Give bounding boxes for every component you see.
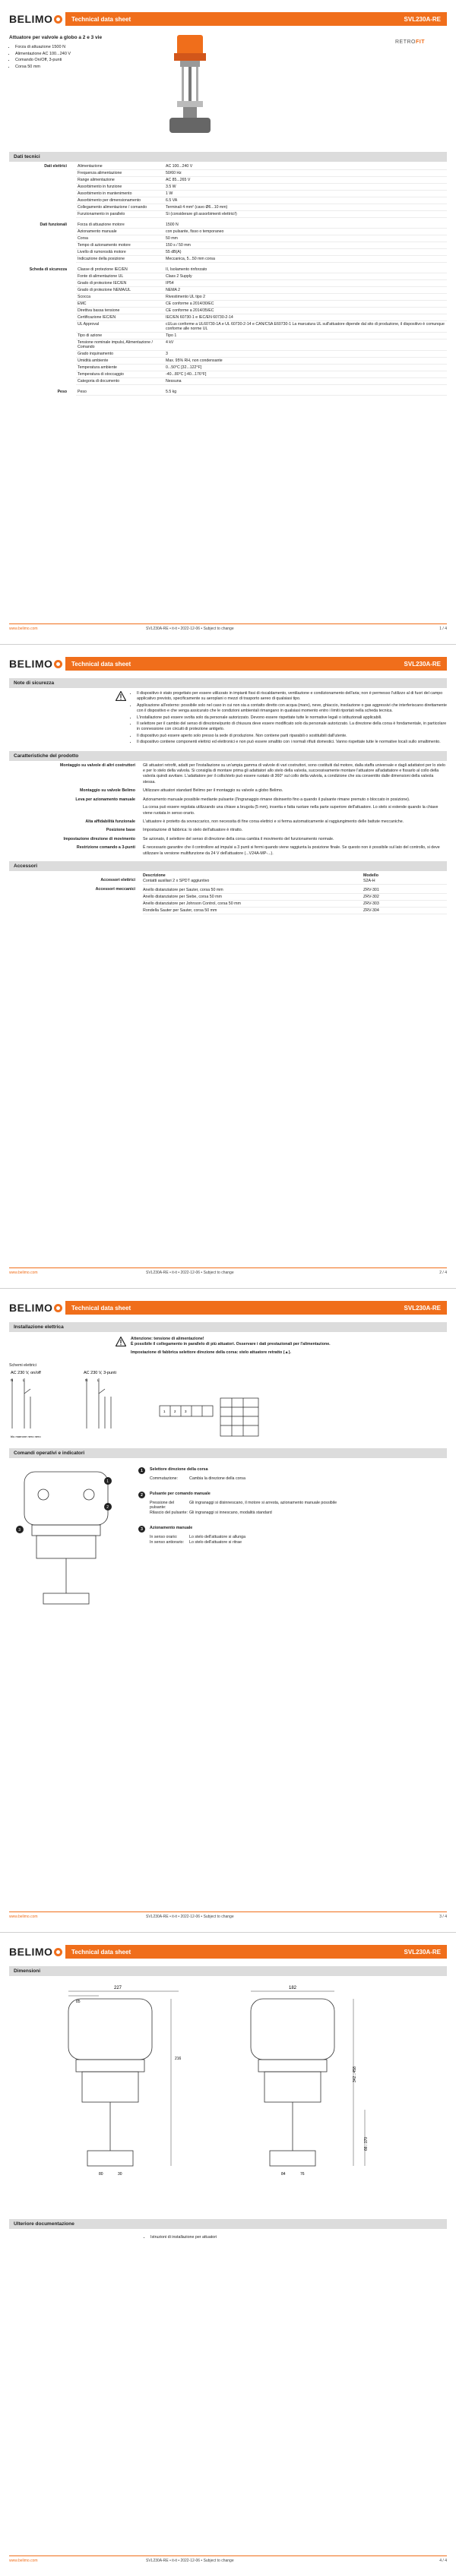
spec-row [76, 308, 447, 314]
spec-key: Alimentazione [78, 164, 103, 169]
spec-group [9, 163, 447, 218]
spec-key: Tensione nominale impulsi, Alimentazione / Comando [78, 340, 153, 349]
accessory-group-label [9, 901, 143, 908]
spec-key: Corsa [78, 236, 88, 241]
feature-paragraph: Utilizzare attuatori standard Belimo per il montaggio su valvole a globo Belimo. [143, 788, 283, 794]
feature-label: Leva per azionamento manuale [75, 797, 135, 802]
accessory-group-label: Accessori meccanici [95, 886, 135, 892]
control-item [138, 1467, 447, 1474]
accessory-row [9, 901, 447, 908]
spec-key: Assorbimento per dimensionamento [78, 198, 141, 203]
control-number-badge: 2 [138, 1492, 145, 1498]
spec-key: Scocca [78, 295, 91, 299]
footer-url[interactable]: www.belimo.com [9, 2559, 38, 2563]
feature-text [143, 797, 447, 816]
accessory-description: Anello distanziatore per Johnson Control, corsa 50 mm [143, 901, 363, 908]
spec-value: Class 2 Supply [166, 274, 192, 279]
section-product-features: Caratteristiche del prodotto [9, 751, 447, 761]
accessories-table [0, 878, 456, 914]
spec-key: Temperatura di stoccaggio [78, 372, 124, 377]
dim-width-side: 182 [289, 1986, 297, 1990]
spec-key: Assorbimento in mantenimento [78, 191, 132, 196]
spec-key: Forza di attuazione motore [78, 223, 125, 227]
safety-note: • Il selettore per il cambio del senso di direzione/punto di chiusura deve essere modificato solo da personale autorizzato. La direzione della corsa è fondamentale, in particolare in connessione con circuiti di protezione antigelo. [137, 721, 447, 733]
control-detail [150, 1511, 447, 1515]
control-number-badge: 1 [138, 1467, 145, 1474]
feature-paragraph: Se azionato, il selettore del senso di direzione della corsa cambia il movimento del funzionamento normale. [143, 836, 334, 841]
spec-key: Fonte di alimentazione UL [78, 274, 124, 279]
spec-key: Tipo di azione [78, 333, 103, 338]
footer-url[interactable]: www.belimo.com [9, 1271, 38, 1275]
accessory-group-label [9, 894, 143, 901]
spec-row [76, 229, 447, 235]
scheme-1-label: AC 230 V, on/off [11, 1371, 41, 1376]
belimo-logo: BELIMO [9, 1946, 65, 1958]
dim-height-total: 342...458 [353, 2066, 357, 2082]
dim-left: 85 [76, 2000, 81, 2004]
accessory-row [9, 887, 447, 894]
section-wiring: Installazione elettrica [9, 1322, 447, 1332]
spec-value: Meccanica, 5...50 mm corsa [166, 257, 215, 261]
control-detail-key: Commutazione: [150, 1476, 179, 1482]
spec-row [76, 256, 447, 263]
safety-notes [116, 691, 447, 747]
spec-key: Grado inquinamento [78, 352, 114, 356]
spec-row [76, 294, 447, 301]
feature-paragraph: La corsa può essere regolata utilizzando una chiave a brugola (5 mm), inserita e fatta ruotare nella parte superiore dell'attuatore. Lo stelo si estende quando la chiave viene ruotata in senso orario. [143, 805, 439, 816]
spec-row [76, 273, 447, 280]
header [9, 655, 447, 672]
dim-width-top: 227 [114, 1986, 122, 1990]
accessory-row [9, 878, 447, 885]
spec-value: 3 [166, 352, 168, 356]
spec-row [76, 378, 447, 385]
warning-icon [116, 691, 126, 701]
control-detail-value: Gli ingranaggi si disinnescano, il motore si arresta, azionamento manuale possibile [189, 1501, 337, 1506]
feature-text [143, 828, 447, 833]
page-4 [0, 1932, 456, 2576]
spec-row [76, 314, 447, 321]
feature-row [9, 845, 447, 857]
accessory-model: ZRV-302 [363, 894, 447, 901]
spec-value: 55 dB(A) [166, 250, 182, 254]
spec-row [76, 267, 447, 273]
spec-group [9, 222, 447, 263]
control-item [138, 1526, 447, 1533]
wiring-diagrams [0, 1368, 456, 1444]
spec-key: Grado di protezione NEMA/UL [78, 288, 131, 292]
feature-paragraph: Azionamento manuale possibile mediante pulsante (l'ingranaggio rimane disinserito fino a quando il pulsante rimane premuto o bloccato in posizione). [143, 797, 410, 802]
spec-value: Tipo 1 [166, 333, 177, 338]
spec-row [76, 177, 447, 184]
spec-key: Collegamento alimentazione / comando [78, 205, 147, 210]
spec-value: 3.5 W [166, 185, 176, 189]
spec-group-label: Dati elettrici [44, 164, 67, 169]
spec-row [76, 242, 447, 249]
feature-label: Impostazione direzione di movimento [63, 836, 135, 841]
spec-group [9, 389, 447, 396]
spec-group [9, 267, 447, 385]
svg-text:3: 3 [18, 1528, 21, 1533]
accessory-row [9, 908, 447, 914]
feature-paragraph: È necessario garantire che il controllore ad impulsi a 3 punti si fermi quando viene raggiunta la posizione finale. Se questo non è possibile sul lato del controllo, si deve utilizzare la versione multifunzione da 24 V dell'attuatore (...V24A-MP-...). [143, 845, 440, 856]
terminal-1: 1 [163, 1410, 166, 1414]
terminal-l: L [97, 1378, 100, 1383]
page-number: 1 / 4 [439, 627, 447, 631]
spec-value: CE conforme a 2014/30/EC [166, 301, 214, 306]
spec-key: Azionamento manuale [78, 229, 117, 234]
retrofit-logo: RETROFIT [395, 39, 425, 45]
spec-key: Indicazione della posizione [78, 257, 125, 261]
spec-key: Grado di protezione IEC/EN [78, 281, 127, 286]
header [9, 1299, 447, 1316]
page-number: 3 / 4 [439, 1915, 447, 1919]
spec-value: 1 W [166, 191, 173, 196]
control-detail [150, 1535, 447, 1539]
spec-value: 50/60 Hz [166, 171, 182, 175]
terminal-n: N [11, 1378, 14, 1383]
safety-note: • Il dispositivo può essere aperto solo presso la sede di produzione. Non contiene parti riparabili o sostituibili dall'utente. [137, 734, 447, 739]
feature-paragraph: Impostazione di fabbrica: lo stelo dell'attuatore è ritratto. [143, 828, 243, 833]
page-3 [0, 1288, 456, 1932]
footer-url[interactable]: www.belimo.com [9, 1915, 38, 1919]
feature-label: Posizione base [106, 828, 135, 833]
spec-key: Range alimentazione [78, 178, 115, 182]
terminal-3: 3 [185, 1410, 187, 1414]
control-detail [150, 1501, 447, 1510]
feature-label: Montaggio su valvole di altri costruttori [59, 762, 135, 768]
terminal-n: N [85, 1378, 88, 1383]
header-bar: Technical data sheet SVL230A-RE [65, 1301, 447, 1315]
footer: www.belimo.com SVL230A-RE • it-it • 2022-12-06 • Subject to change 4 / 4 [9, 2555, 447, 2565]
section-accessories: Accessori [9, 861, 447, 871]
accessories-header: Descrizione Modello [143, 873, 379, 878]
docs-list [144, 2235, 447, 2240]
spec-key: EMC [78, 301, 87, 306]
spec-key: Certificazione IEC/EN [78, 315, 116, 320]
spec-row [76, 184, 447, 191]
spec-value: 4 kV [166, 340, 174, 345]
control-detail [150, 1540, 447, 1545]
belimo-logo: BELIMO [9, 1302, 65, 1314]
control-detail-key: In senso antiorario: [150, 1540, 185, 1545]
feature-row [9, 837, 447, 842]
spec-rows [76, 267, 447, 385]
spec-row [76, 197, 447, 204]
spec-row [76, 280, 447, 287]
control-number-badge: 3 [138, 1526, 145, 1533]
warning-text: Impostazione di fabbrica selettore direzione della corsa: stelo attuatore retratto (▲). [131, 1350, 291, 1355]
feature-label: Montaggio su valvole Belimo [80, 788, 135, 794]
belimo-logo: BELIMO [9, 658, 65, 670]
spec-row [76, 351, 447, 358]
page-number: 4 / 4 [439, 2559, 447, 2563]
spec-value: 5.5 kg [166, 390, 177, 394]
footer-url[interactable]: www.belimo.com [9, 627, 38, 631]
accessory-model: S2A-H [363, 878, 447, 885]
warning-text: È possibile il collegamento in parallelo di più attuatori. Osservare i dati prestazionali per l'alimentazione. [131, 1342, 331, 1347]
terminal-2: 2 [174, 1410, 176, 1414]
spec-group-label: Dati funzionali [40, 223, 67, 227]
spec-value: Terminali 4 mm² (cavo Ø6...10 mm) [166, 205, 228, 210]
spec-key: Categoria di documento [78, 379, 120, 384]
spec-value: AC 85...265 V [166, 178, 191, 182]
spec-value: IP54 [166, 281, 174, 286]
spec-key: Temperatura ambiente [78, 365, 117, 370]
spec-key: Peso [78, 390, 87, 394]
spec-key: Funzionamento in parallelo [78, 212, 125, 216]
page-1 [0, 0, 456, 644]
spec-value: 0...50°C [32...122°F] [166, 365, 202, 370]
spec-value: 150 s / 50 mm [166, 243, 191, 248]
control-detail-value: Lo stelo dell'attuatore si ritrae [189, 1540, 242, 1545]
control-item [138, 1492, 447, 1498]
safety-note: • L'installazione può essere svolta solo da personale autorizzato. Devono essere rispettate tutte le normative legali o istituzionali applicabili. [137, 715, 447, 721]
accessory-description: Anello distanziatore per Siebe, corsa 50 mm [143, 894, 363, 901]
feature-row [9, 763, 447, 786]
spec-rows [76, 222, 447, 263]
feature-text [143, 819, 447, 825]
spec-value: 50 mm [166, 236, 178, 241]
accessory-group-label [9, 908, 143, 914]
spec-group-label: Peso [57, 390, 67, 394]
page-2 [0, 644, 456, 1288]
footer: www.belimo.com SVL230A-RE • it-it • 2022-12-06 • Subject to change 3 / 4 [9, 1911, 447, 1921]
spec-rows [76, 389, 447, 396]
spec-row [76, 333, 447, 339]
svg-text:2: 2 [106, 1505, 109, 1511]
section-safety-notes: Note di sicurezza [9, 678, 447, 688]
dim-30: 30 [118, 2172, 122, 2177]
product-title: Attuatore per valvole a globo a 2 e 3 vie [9, 35, 103, 40]
dim-80: 80 [99, 2172, 103, 2177]
feature-row [9, 797, 447, 816]
safety-note: • Il dispositivo è stato progettato per essere utilizzato in impianti fissi di riscaldamento, ventilazione e condizionamento dell'aria; non è permesso l'utilizzo al di fuori del campo applicativo previsto, specificamente su aeroplani o mezzi di trasporto aereo di qualsiasi tipo. [137, 691, 447, 702]
spec-key: Livello di rumorosità motore [78, 250, 126, 254]
spec-row [76, 191, 447, 197]
control-detail-value: Gli ingranaggi si innescano, modalità standard [189, 1511, 272, 1516]
model-name: SVL230A-RE [404, 15, 441, 23]
spec-value: -40...80°C [-40...176°F] [166, 372, 207, 377]
spec-key: UL Approval [78, 322, 100, 327]
belimo-logo: BELIMO [9, 13, 65, 25]
footer-info: SVL230A-RE • it-it • 2022-12-06 • Subject to change [146, 627, 234, 631]
accessory-model: ZRV-303 [363, 901, 447, 908]
spec-value: Nessuna [166, 379, 182, 384]
feature-paragraph: L'attuatore è protetto da sovraccarico, non necessita di fine corsa elettrici e si ferma automaticamente al raggiungimento delle battute meccaniche. [143, 819, 404, 824]
bullet: • Forza di attuazione 1500 N [15, 44, 71, 51]
header-bar: Technical data sheet SVL230A-RE [65, 657, 447, 671]
actuator-control-drawing [9, 1464, 123, 1608]
control-detail-key: Rilascio del pulsante: [150, 1511, 188, 1516]
spec-row [76, 301, 447, 308]
spec-value: Sì (considerare gli assorbimenti elettrici!) [166, 212, 237, 216]
accessory-description: Rondella Sauter per Sauter, corsa 50 mm [143, 908, 363, 914]
section-further-docs: Ulteriore documentazione [9, 2219, 447, 2229]
spec-key: Umidità ambiente [78, 358, 109, 363]
dimension-drawing [0, 1976, 456, 2204]
spec-row [76, 358, 447, 365]
feature-label: Restrizione comando a 3-punti [76, 845, 135, 851]
spec-value: 1500 N [166, 223, 179, 227]
technical-data-table [9, 163, 447, 396]
spec-row [76, 365, 447, 371]
spec-row [76, 287, 447, 294]
accessory-model: ZRV-304 [363, 908, 447, 914]
product-features [0, 763, 456, 857]
spec-value: AC 100...240 V [166, 164, 193, 169]
dim-height-lower: 66...170 [364, 2136, 369, 2151]
spec-row [76, 371, 447, 378]
accessory-row [9, 894, 447, 901]
spec-row [76, 235, 447, 242]
section-technical-data: Dati tecnici [9, 152, 447, 162]
header-bar [65, 12, 447, 26]
page-number: 2 / 4 [439, 1271, 447, 1275]
spec-row [76, 389, 447, 396]
spec-value: IEC/EN 60730-1 e IEC/EN 60730-2-14 [166, 315, 233, 320]
svg-text:1: 1 [106, 1479, 109, 1485]
feature-row [9, 819, 447, 825]
section-controls: Comandi operativi e indicatori [9, 1448, 447, 1458]
spec-row [76, 339, 447, 351]
product-bullets [9, 44, 71, 70]
spec-key: Assorbimento in funzione [78, 185, 122, 189]
safety-notes-list [131, 691, 447, 747]
spec-value: Rivestimento UL tipo 2 [166, 295, 205, 299]
spec-value: CE conforme a 2014/35/EC [166, 308, 214, 313]
feature-row [9, 828, 447, 833]
control-detail-value: Cambia la direzione della corsa [189, 1476, 245, 1482]
feature-text [143, 788, 447, 794]
control-title: Azionamento manuale [150, 1526, 193, 1531]
header [9, 1943, 447, 1960]
spec-key: Frequenza alimentazione [78, 171, 122, 175]
control-detail-key: Pressione del pulsante: [150, 1501, 175, 1511]
warning-icon [116, 1337, 126, 1346]
accessory-group-label: Accessori elettrici [100, 877, 135, 882]
spec-row [76, 163, 447, 170]
safety-note: • Applicazione all'esterno: possibile solo nel caso in cui non sia a contatto diretto con acqua (mare), neve, ghiaccio, insolazione o gas aggressivi che interferiscano direttamente con il dispositivo e che venga assicurato che le condizioni ambientali rimangano in qualsiasi momento entro i limiti riportati nella scheda tecnica. [137, 703, 447, 715]
control-detail-value: Lo stelo dell'attuatore si allunga [189, 1535, 246, 1540]
spec-value: Max. 95% RH, non condensante [166, 358, 223, 363]
spec-group-label: Scheda di sicurezza [29, 267, 67, 272]
spec-row [76, 249, 447, 256]
header [9, 11, 447, 27]
spec-row [76, 321, 447, 333]
feature-text [143, 763, 447, 786]
dim-84: 84 [281, 2172, 286, 2177]
warning-text: Attenzione: tensione di alimentazione! [131, 1337, 204, 1341]
feature-row [9, 788, 447, 794]
scheme-2-label: AC 230 V, 3-punti [84, 1371, 116, 1376]
spec-key: Classe di protezione IEC/EN [78, 267, 128, 272]
spec-value: cULus conforme a UL60730-1A e UL 60730-2-14 e CAN/CSA E60730-1 La marcatura UL sull'attuatore dipende dal sito di produzione, il dispositivo è comunque conforme alle norme UL [166, 322, 445, 331]
feature-label: Alta affidabilità funzionale [85, 819, 135, 824]
safety-note: • Il dispositivo contiene componenti elettrici ed elettronici e non può essere smaltito con i normali rifiuti domestici. Vanno rispettate tutte le normative locali sullo smaltimento. [137, 740, 447, 745]
spec-value: NEMA 2 [166, 288, 181, 292]
spec-row [76, 204, 447, 211]
bullet: • Corsa 50 mm [15, 64, 71, 71]
dim-mid: 216 [175, 2057, 182, 2061]
spec-key: Tempo di azionamento motore [78, 243, 131, 248]
bullet: • Comando On/Off, 3-punti [15, 57, 71, 64]
control-detail [150, 1476, 447, 1481]
wire-colors: blu marrone nero nero [11, 1435, 41, 1439]
footer: www.belimo.com SVL230A-RE • it-it • 2022-12-06 • Subject to change 2 / 4 [9, 1267, 447, 1277]
spec-key: Direttiva bassa tensione [78, 308, 120, 313]
wiring-warnings [116, 1337, 447, 1356]
spec-rows [76, 163, 447, 218]
terminal-l: L [23, 1378, 25, 1383]
feature-text [143, 837, 447, 842]
doc-type: Technical data sheet [71, 15, 131, 23]
controls-list [138, 1464, 447, 1608]
spec-value: II, Isolamento rinforzato [166, 267, 207, 272]
dim-76: 76 [300, 2172, 305, 2177]
spec-row [76, 170, 447, 177]
control-title: Pulsante per comando manuale [150, 1492, 211, 1497]
schemes-title: Schemi elettrici [9, 1363, 36, 1368]
control-title: Selettore direzione della corsa [150, 1467, 208, 1473]
spec-value: con pulsante, fisso o temporaneo [166, 229, 224, 234]
bullet: • Alimentazione AC 100...240 V [15, 51, 71, 58]
accessory-model: ZRV-301 [363, 887, 447, 894]
actuator-image [163, 32, 217, 138]
header-bar: Technical data sheet SVL230A-RE [65, 1945, 447, 1959]
footer [9, 623, 447, 633]
feature-paragraph: Gli attuatori retrofit, adatti per l'installazione su un'ampia gamma di valvole di vari costruttori, sono costituiti dal motore, dalla staffa universale e dagli adattatori per lo stelo e per lo stelo della valvola. Si consiglia di montare prima gli adattatori allo stelo della valvola, successivamente montare l'attuatore all'adattatore e fissarlo al collo della valvola quindi avvitare. L'adattatore per il collo/stelo può essere ruotato di 360° sul collo della valvola, a condizione che sia consentito dalle dimensioni della valvola stessa. [143, 762, 445, 784]
spec-row [76, 222, 447, 229]
spec-row [76, 211, 447, 218]
accessory-description: Anello distanziatore per Sauter, corsa 50 mm [143, 887, 363, 894]
spec-value: 6.5 VA [166, 198, 178, 203]
feature-text [143, 845, 447, 857]
doc-link[interactable]: • Istruzioni di installazione per attuatori [150, 2235, 447, 2240]
accessory-description: Contatti ausiliari 2 x SPDT aggiuntivo [143, 878, 363, 885]
section-dimensions: Dimensioni [9, 1966, 447, 1976]
control-detail-key: In senso orario: [150, 1535, 178, 1540]
